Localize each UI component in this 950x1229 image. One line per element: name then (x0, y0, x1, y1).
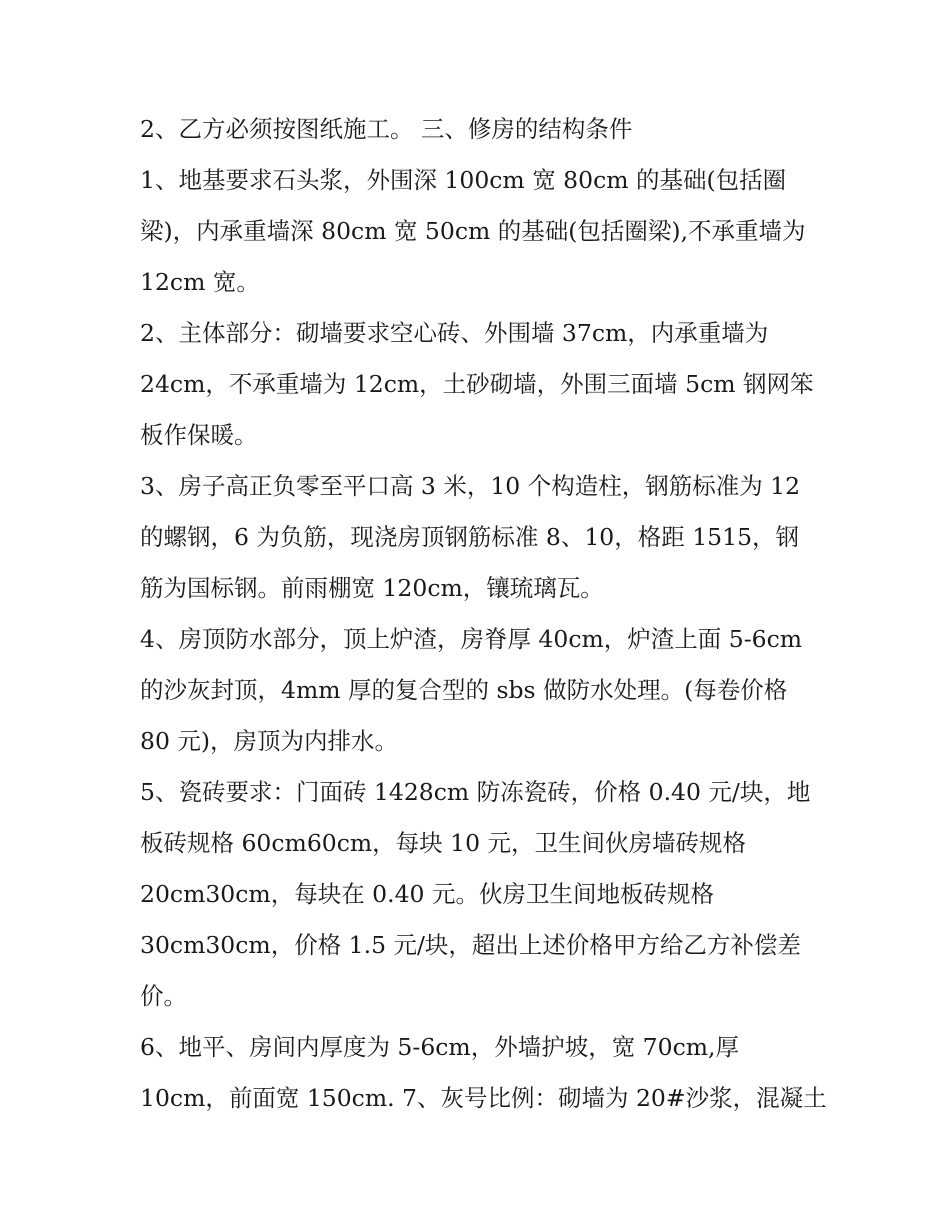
text-line: 筋为国标钢。前雨棚宽 120cm，镶琉璃瓦。 (140, 574, 604, 602)
text-line: 梁)，内承重墙深 80cm 宽 50cm 的基础(包括圈梁),不承重墙为 (140, 217, 806, 245)
text-line: 80 元)，房顶为内排水。 (140, 727, 399, 755)
text-line: 12cm 宽。 (140, 268, 260, 296)
document-body (140, 104, 827, 1124)
text-line: 20cm30cm，每块在 0.40 元。伙房卫生间地板砖规格 (140, 880, 714, 908)
text-line: 价。 (140, 982, 187, 1010)
text-line: 10cm，前面宽 150cm. 7、灰号比例：砌墙为 20#沙浆，混凝土 (140, 1084, 827, 1112)
text-line: 板砖规格 60cm60cm，每块 10 元，卫生间伙房墙砖规格 (140, 829, 747, 857)
text-line: 的螺钢，6 为负筋，现浇房顶钢筋标准 8、10，格距 1515，钢 (140, 523, 800, 551)
text-line: 1、地基要求石头浆，外围深 100cm 宽 80cm 的基础(包括圈 (140, 166, 787, 194)
text-line: 5、瓷砖要求：门面砖 1428cm 防冻瓷砖，价格 0.40 元/块，地 (140, 778, 811, 806)
text-line: 6、地平、房间内厚度为 5-6cm，外墙护坡，宽 70cm,厚 (140, 1033, 739, 1061)
text-line: 2、主体部分：砌墙要求空心砖、外围墙 37cm，内承重墙为 (140, 319, 769, 347)
text-line: 板作保暖。 (140, 421, 258, 449)
text-line: 24cm，不承重墙为 12cm，土砂砌墙，外围三面墙 5cm 钢网笨 (140, 370, 814, 398)
text-line: 30cm30cm，价格 1.5 元/块，超出上述价格甲方给乙方补偿差 (140, 931, 801, 959)
text-line: 4、房顶防水部分，顶上炉渣，房脊厚 40cm，炉渣上面 5-6cm (140, 625, 803, 653)
text-line: 的沙灰封顶，4mm 厚的复合型的 sbs 做防水处理。(每卷价格 (140, 676, 788, 704)
text-line: 3、房子高正负零至平口高 3 米，10 个构造柱，钢筋标准为 12 (140, 472, 801, 500)
text-line: 2、乙方必须按图纸施工。 三、修房的结构条件 (140, 115, 633, 143)
